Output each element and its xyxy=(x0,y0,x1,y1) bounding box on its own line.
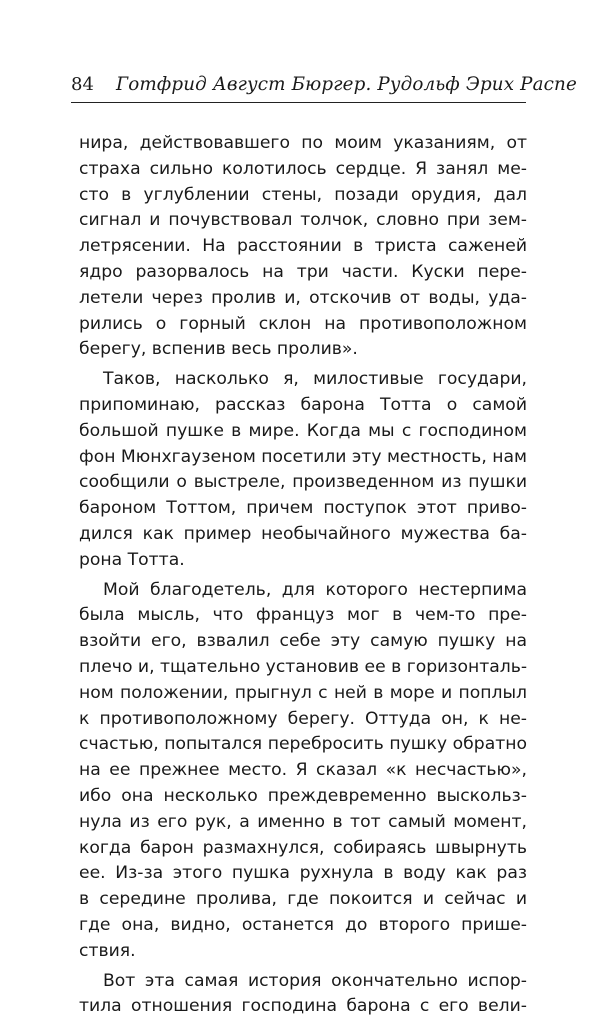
text-line: рились о горный склон на противоположном xyxy=(79,312,527,338)
text-line: бароном Тоттом, причем поступок этот приво- xyxy=(79,496,527,522)
paragraph-1 xyxy=(79,131,527,363)
text-line-last: берегу, вспенив весь пролив». xyxy=(79,337,527,363)
text-line-first: Таков, насколько я, милостивые государи, xyxy=(79,367,527,393)
text-line: ее. Из-за этого пушка рухнула в воду как раз xyxy=(79,861,527,887)
text-line: нира, действовавшего по моим указаниям, от xyxy=(79,131,527,157)
text-line: сообщили о выстреле, произведенном из пушки xyxy=(79,470,527,496)
text-line: ибо она несколько преждевременно выскольз- xyxy=(79,784,527,810)
text-line: летели через пролив и, отскочив от воды, уда- xyxy=(79,286,527,312)
text-line-last: ствия. xyxy=(79,939,527,965)
text-line: ядро разорвалось на три части. Куски пере- xyxy=(79,260,527,286)
paragraph-4 xyxy=(79,969,527,1020)
text-line: ном положении, прыгнул с ней в море и поплыл xyxy=(79,681,527,707)
text-line: сигнал и почувствовал толчок, словно при зем- xyxy=(79,208,527,234)
text-line: припоминаю, рассказ барона Тотта о самой xyxy=(79,393,527,419)
paragraph-3 xyxy=(79,578,527,965)
text-line: взойти его, взвалил себе эту самую пушку на xyxy=(79,629,527,655)
text-line-first: Вот эта самая история окончательно испор- xyxy=(79,969,527,995)
text-line: сто в углублении стены, позади орудия, дал xyxy=(79,183,527,209)
body-text xyxy=(79,131,527,1020)
text-line: тила отношения господина барона с его вели- xyxy=(79,994,527,1020)
header-rule xyxy=(71,102,526,103)
text-line: большой пушке в мире. Когда мы с господином xyxy=(79,419,527,445)
page-number: 84 xyxy=(71,74,94,96)
text-line: когда барон размахнулся, собираясь швырнуть xyxy=(79,836,527,862)
text-line: где она, видно, останется до второго прише- xyxy=(79,913,527,939)
text-line-last: рона Тотта. xyxy=(79,548,527,574)
text-line-first: Мой благодетель, для которого нестерпима xyxy=(79,578,527,604)
text-line: страха сильно колотилось сердце. Я занял ме- xyxy=(79,157,527,183)
text-line: к противоположному берегу. Оттуда он, к не- xyxy=(79,707,527,733)
page-header xyxy=(71,72,526,102)
paragraph-2 xyxy=(79,367,527,573)
text-line: фон Мюнхгаузеном посетили эту местность, нам xyxy=(79,445,527,471)
text-line: в середине пролива, где покоится и сейчас и xyxy=(79,887,527,913)
text-line: летрясении. На расстоянии в триста саженей xyxy=(79,234,527,260)
text-line: счастью, попытался перебросить пушку обратно xyxy=(79,732,527,758)
running-title: Готфрид Август Бюргер. Рудольф Эрих Распе xyxy=(116,74,577,96)
text-line: нула из его рук, а именно в тот самый момент, xyxy=(79,810,527,836)
text-line: дился как пример необычайного мужества ба- xyxy=(79,522,527,548)
text-line: плечо и, тщательно установив ее в горизонталь- xyxy=(79,655,527,681)
text-line: на ее прежнее место. Я сказал «к несчастью», xyxy=(79,758,527,784)
text-line: была мысль, что француз мог в чем-то пре- xyxy=(79,603,527,629)
